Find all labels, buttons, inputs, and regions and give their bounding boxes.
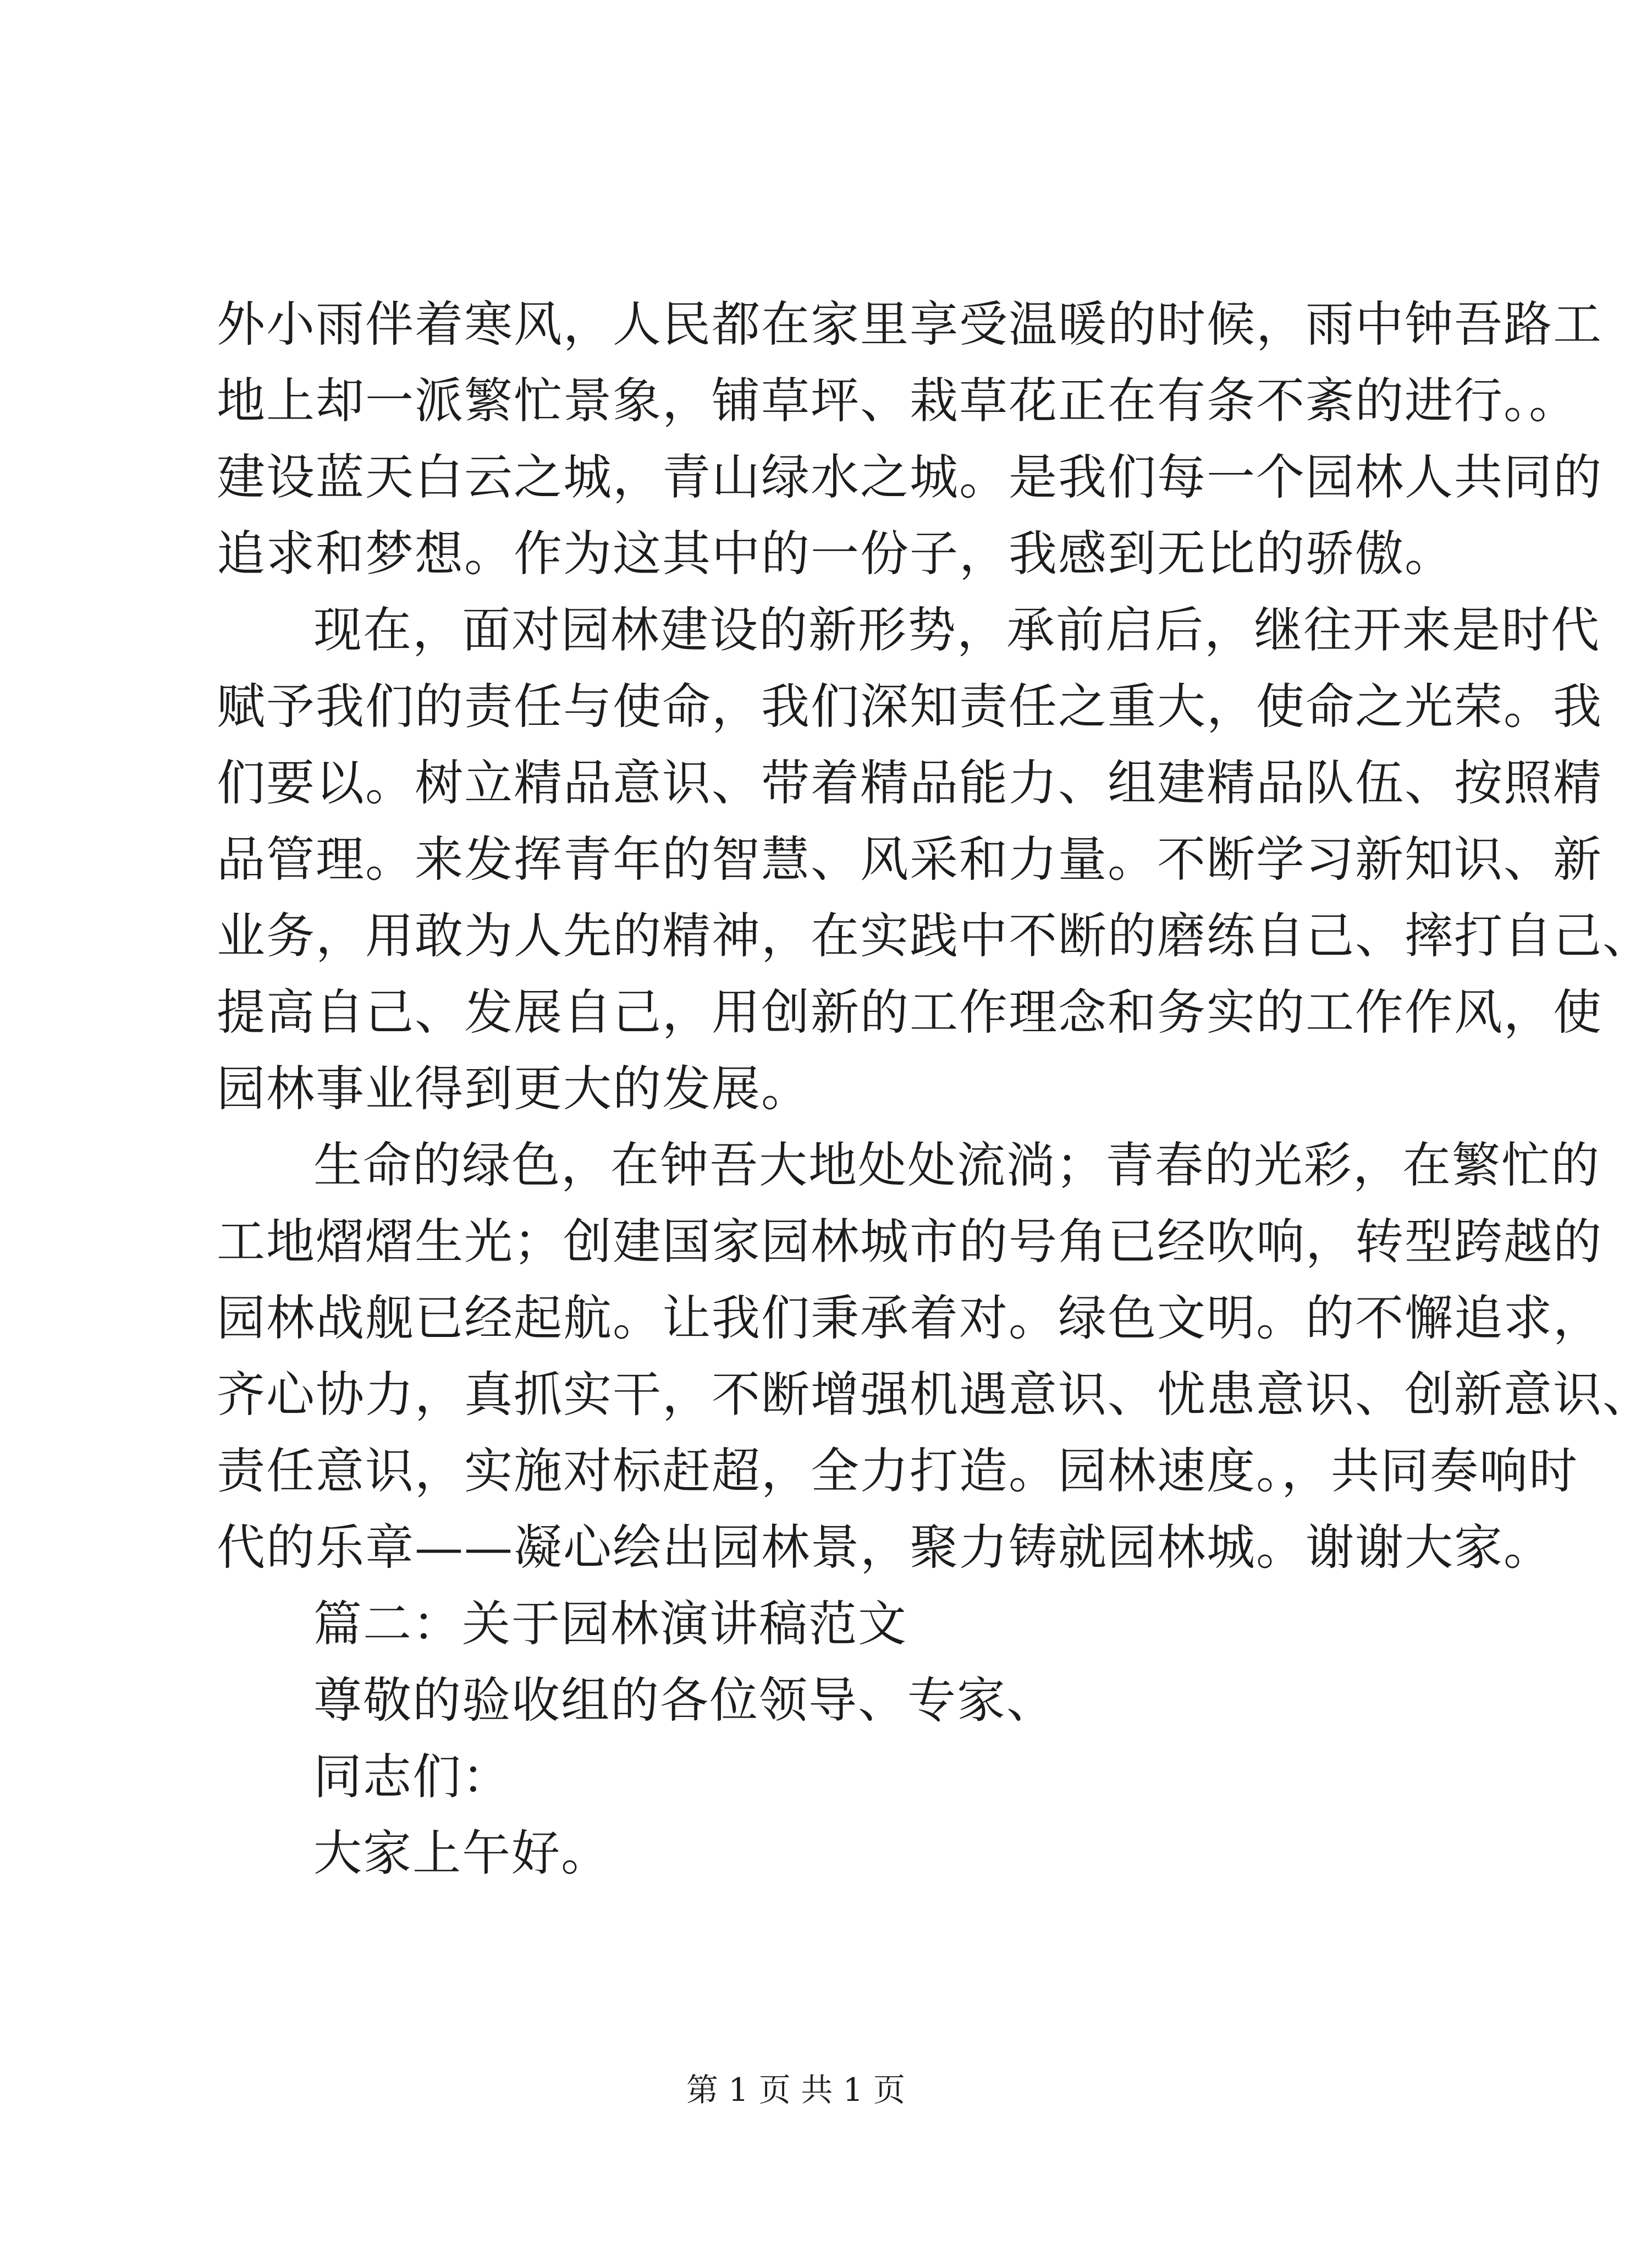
text-line: 责任意识，实施对标赶超，全力打造。园林速度。，共同奏响时	[217, 1443, 1579, 1499]
text-line: 工地熠熠生光；创建国家园林城市的号角已经吹响，转型跨越的	[217, 1213, 1603, 1270]
text-line: 地上却一派繁忙景象，铺草坪、栽草花正在有条不紊的进行。。	[217, 372, 1579, 429]
text-line: 外小雨伴着寒风，人民都在家里享受温暖的时候，雨中钟吾路工	[217, 296, 1603, 353]
page-number-footer: 第 1 页 共 1 页	[686, 2071, 905, 2109]
greeting-line: 大家上午好。	[313, 1825, 611, 1881]
text-line: 业务，用敢为人先的精神，在实践中不断的磨练自己、摔打自己、	[217, 907, 1652, 964]
text-line: 齐心协力，真抓实干，不断增强机遇意识、忧患意识、创新意识、	[217, 1366, 1652, 1423]
text-line: 追求和梦想。作为这其中的一份子，我感到无比的骄傲。	[217, 525, 1455, 582]
salutation-line: 同志们：	[313, 1748, 512, 1805]
paragraph-start-line: 现在，面对园林建设的新形势，承前启后，继往开来是时代	[313, 602, 1601, 658]
salutation-line: 尊敬的验收组的各位领导、专家、	[313, 1672, 1056, 1729]
text-line: 们要以。树立精品意识、带着精品能力、组建精品队伍、按照精	[217, 755, 1603, 811]
paragraph-start-line: 生命的绿色，在钟吾大地处处流淌；青春的光彩，在繁忙的	[313, 1137, 1601, 1193]
text-line: 代的乐章——凝心绘出园林景，聚力铸就园林城。谢谢大家。	[217, 1519, 1554, 1576]
document-body	[217, 286, 1652, 1891]
section-heading: 篇二：关于园林演讲稿范文	[313, 1595, 908, 1652]
text-line: 提高自己、发展自己，用创新的工作理念和务实的工作作风，使	[217, 984, 1603, 1041]
text-line: 赋予我们的责任与使命，我们深知责任之重大，使命之光荣。我	[217, 678, 1603, 735]
text-line: 品管理。来发挥青年的智慧、风采和力量。不断学习新知识、新	[217, 831, 1603, 888]
text-line: 建设蓝天白云之城，青山绿水之城。是我们每一个园林人共同的	[217, 449, 1603, 505]
text-line: 园林事业得到更大的发展。	[217, 1060, 811, 1117]
text-line: 园林战舰已经起航。让我们秉承着对。绿色文明。的不懈追求，	[217, 1290, 1603, 1346]
